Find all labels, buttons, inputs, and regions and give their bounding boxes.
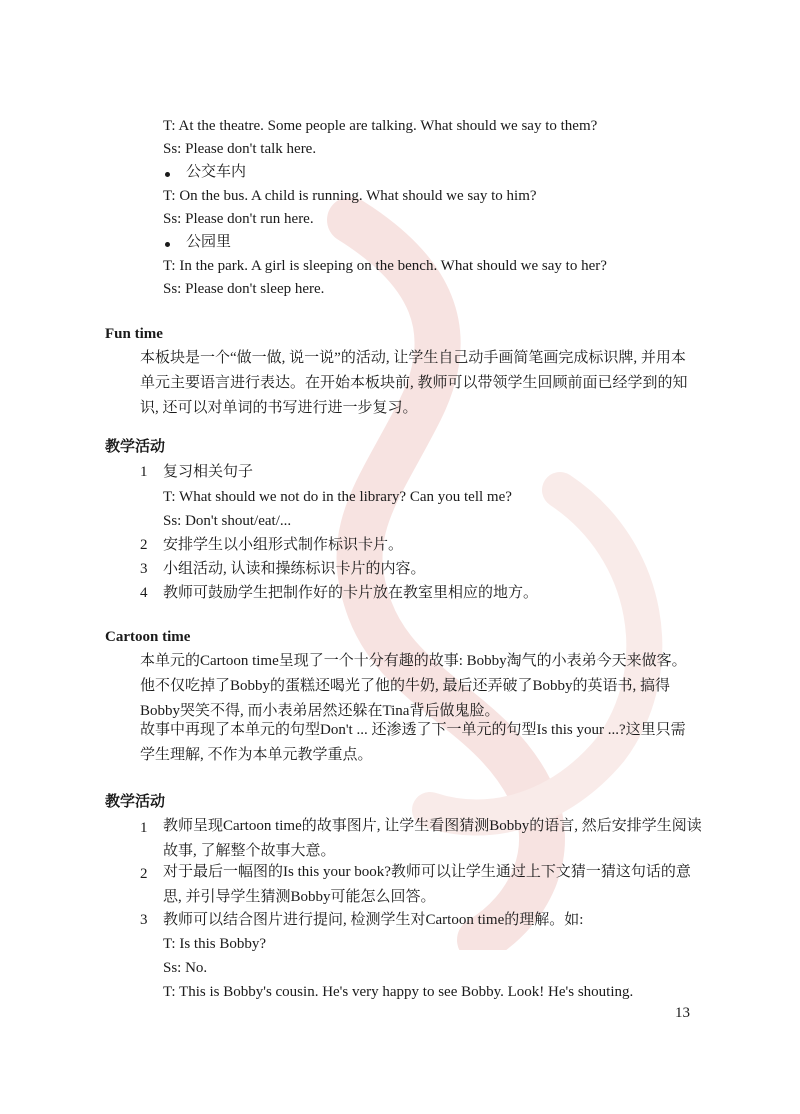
list-item: 对于最后一幅图的Is this your book?教师可以让学生通过上下文猜一猜这句话的意思, 并引导学生猜测Bobby可能怎么回答。 — [163, 864, 691, 905]
list-number: 3 — [140, 561, 148, 577]
dialog-line: Ss: Please don't sleep here. — [163, 281, 325, 297]
bullet-dot-icon — [165, 242, 170, 247]
section-heading-activities: 教学活动 — [105, 794, 166, 810]
list-item: 教师呈现Cartoon time的故事图片, 让学生看图猜测Bobby的语言, 然后安排学生阅读故事, 了解整个故事大意。 — [163, 818, 702, 859]
bullet-item: 公园里 — [186, 234, 232, 250]
cartoon-time-paragraph: 故事中再现了本单元的句型Don't ... 还渗透了下一单元的句型Is this your ...?这里只需学生理解, 不作为本单元教学重点。 — [140, 722, 686, 763]
dialog-line: Ss: Please don't talk here. — [163, 141, 317, 157]
bullet-item: 公交车内 — [186, 164, 247, 180]
cartoon-time-paragraph: 本单元的Cartoon time呈现了一个十分有趣的故事: Bobby淘气的小表弟今天来做客。他不仅吃掉了Bobby的蛋糕还喝光了他的牛奶, 最后还弄破了Bobby的英语书, 搞得Bobby哭笑不得, 而小表弟居然还躲在Tina背后做鬼脸。 — [140, 653, 687, 719]
section-heading-cartoon-time: Cartoon time — [105, 629, 191, 645]
list-number: 3 — [140, 912, 148, 928]
dialog-line: T: On the bus. A child is running. What should we say to him? — [163, 188, 537, 204]
dialog-line: Ss: Don't shout/eat/... — [163, 513, 292, 529]
dialog-line: T: In the park. A girl is sleeping on the bench. What should we say to her? — [163, 258, 607, 274]
bullet-dot-icon — [165, 172, 170, 177]
dialog-line: T: What should we not do in the library? Can you tell me? — [163, 489, 512, 505]
dialog-line: T: This is Bobby's cousin. He's very happy to see Bobby. Look! He's shouting. — [163, 984, 634, 1000]
page-number: 13 — [675, 1005, 690, 1021]
dialog-line: Ss: No. — [163, 960, 208, 976]
list-item: 安排学生以小组形式制作标识卡片。 — [163, 537, 404, 553]
section-heading-activities: 教学活动 — [105, 439, 166, 455]
list-number: 2 — [140, 866, 148, 882]
section-heading-fun-time: Fun time — [105, 326, 163, 342]
list-item: 教师可以结合图片进行提问, 检测学生对Cartoon time的理解。如: — [163, 912, 584, 928]
dialog-line: Ss: Please don't run here. — [163, 211, 314, 227]
list-item: 教师可鼓励学生把制作好的卡片放在教室里相应的地方。 — [163, 585, 539, 601]
list-number: 1 — [140, 464, 148, 480]
list-number: 4 — [140, 585, 148, 601]
list-number: 2 — [140, 537, 148, 553]
dialog-line: T: Is this Bobby? — [163, 936, 267, 952]
list-item: 复习相关句子 — [163, 464, 254, 480]
dialog-line: T: At the theatre. Some people are talking. What should we say to them? — [163, 118, 598, 134]
list-number: 1 — [140, 820, 148, 836]
list-item: 小组活动, 认读和操练标识卡片的内容。 — [163, 561, 426, 577]
fun-time-paragraph: 本板块是一个“做一做, 说一说”的活动, 让学生自己动手画简笔画完成标识牌, 并用本单元主要语言进行表达。在开始本板块前, 教师可以带领学生回顾前面已经学到的知识, 还可以对单词的书写进行进一步复习。 — [140, 350, 688, 416]
